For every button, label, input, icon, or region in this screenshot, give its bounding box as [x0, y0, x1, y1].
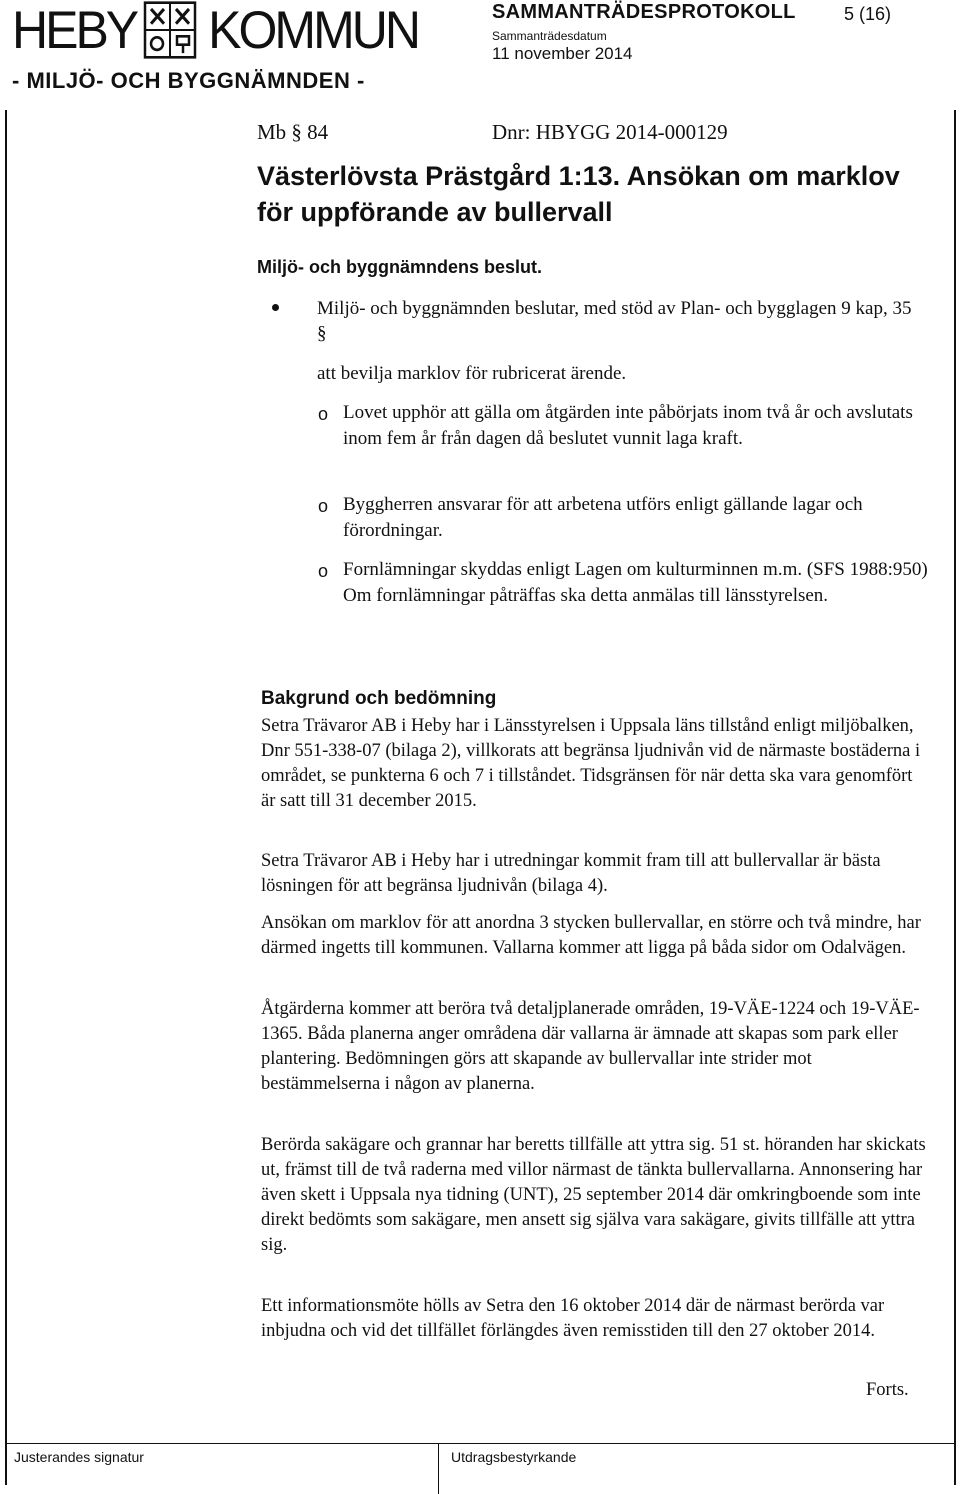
case-number: Dnr: HBYGG 2014-000129	[492, 120, 728, 144]
extract-certification-label: Utdragsbestyrkande	[451, 1449, 577, 1465]
left-margin-rule	[5, 110, 7, 1485]
page-number: 5 (16)	[844, 4, 892, 24]
condition-item: Byggherren ansvarar för att arbetena utförs enligt gällande lagar och förordningar.	[343, 494, 863, 541]
background-paragraph: Ansökan om marklov för att anordna 3 stycken bullervallar, en större och två mindre, har därmed ingetts till kommunen. Vallarna kommer att ligga på båda sidor om Odalvägen.	[261, 913, 921, 958]
coat-of-arms-icon	[142, 1, 198, 60]
meeting-date: 11 november 2014	[492, 44, 633, 63]
logo-text-right: KOMMUN	[208, 0, 418, 60]
department-name: - MILJÖ- OCH BYGGNÄMNDEN -	[12, 68, 365, 93]
decision-statement: Miljö- och byggnämnden beslutar, med stöd av Plan- och bygglagen 9 kap, 35 §	[317, 298, 912, 344]
condition-item: Fornlämningar skyddas enligt Lagen om kulturminnen m.m. (SFS 1988:950) Om fornlämningar påträffas ska detta anmälas till länsstyrelsen.	[343, 559, 928, 606]
condition-item: Lovet upphör att gälla om åtgärden inte påbörjats inom två år och avslutats inom fem år från dagen då beslutet vunnit laga kraft.	[343, 402, 913, 449]
meeting-date-label: Sammanträdesdatum	[492, 29, 607, 43]
signature-label: Justerandes signatur	[14, 1449, 144, 1465]
background-paragraph: Ett informationsmöte hölls av Setra den 16 oktober 2014 där de närmast berörda var inbjudna och vid det tillfället förlängdes även remisstiden till den 27 oktober 2014.	[261, 1296, 885, 1341]
condition-marker: o	[318, 496, 329, 516]
paragraph-number: Mb § 84	[257, 120, 329, 144]
municipality-logo	[12, 1, 418, 60]
bullet-icon	[272, 304, 279, 311]
protocol-title: SAMMANTRÄDESPROTOKOLL	[492, 1, 796, 23]
footer-divider	[438, 1443, 439, 1494]
logo-text-left: HEBY	[12, 0, 137, 60]
decision-heading: Miljö- och byggnämndens beslut.	[257, 257, 543, 277]
decision-grant: att bevilja marklov för rubricerat ärende.	[317, 363, 627, 384]
footer-rule	[5, 1443, 956, 1444]
right-margin-rule	[954, 110, 956, 1485]
background-paragraph: Setra Trävaror AB i Heby har i Länsstyrelsen i Uppsala läns tillstånd enligt miljöbalken, Dnr 551-338-07 (bilaga 2), villkorats att begränsa ljudnivån vid de närmaste bostäderna i området, se punkterna 6 och 7 i tillståndet. Tidsgränsen för när detta ska vara genomfört är satt till 31 december 2015.	[261, 716, 921, 811]
background-paragraph: Berörda sakägare och grannar har beretts tillfälle att yttra sig. 51 st. höranden har skickats ut, främst till de två raderna med villor närmast de tänkta bullervallarna. Annonsering har även skett i Uppsala nya tidning (UNT), 25 september 2014 där omkringboende som inte direkt bedömts som sakägare, men ansett sig själva vara sakägare, givits tillfälle att yttra sig.	[261, 1135, 926, 1255]
background-heading: Bakgrund och bedömning	[261, 688, 497, 709]
continued-marker: Forts.	[866, 1380, 909, 1400]
condition-marker: o	[318, 404, 329, 424]
case-title: Västerlövsta Prästgård 1:13. Ansökan om marklov för uppförande av bullervall	[257, 161, 900, 227]
condition-marker: o	[318, 561, 329, 581]
background-paragraph: Åtgärderna kommer att beröra två detaljplanerade områden, 19-VÄE-1224 och 19-VÄE- 1365. Båda planerna anger områdena där vallarna är ämnade att skapas som park eller plantering. Bedömningen görs att skapande av bullervallar inte strider mot bestämmelserna i någon av planerna.	[261, 999, 920, 1094]
background-paragraph: Setra Trävaror AB i Heby har i utredningar kommit fram till att bullervallar är bästa lösningen för att begränsa ljudnivån (bilaga 4).	[261, 851, 881, 896]
